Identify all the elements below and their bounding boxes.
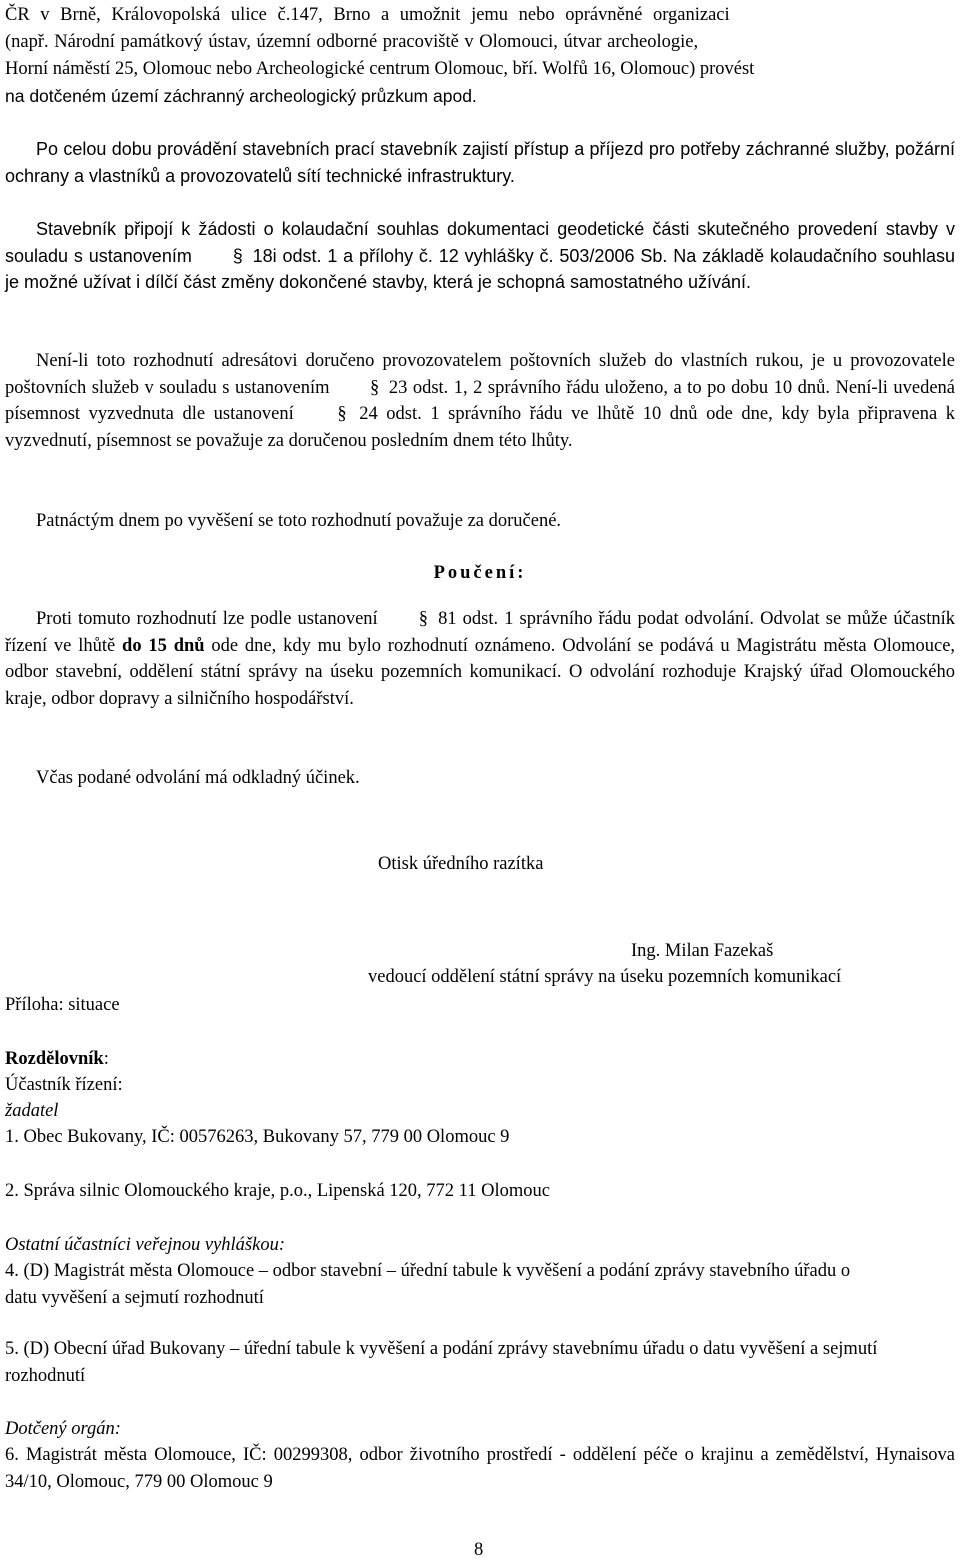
appeal-text-part-1: Proti tomuto rozhodnutí lze podle ustanovení (36, 609, 378, 629)
appeal-paragraph (5, 606, 955, 712)
authority-label (5, 1416, 121, 1443)
participants-label: Účastník řízení: (5, 1075, 123, 1095)
access-paragraph: Po celou dobu provádění stavebních prací stavebník zajistí přístup a příjezd pro potřeby záchranné služby, požární ochrany a vlastníků a provozovatelů sítí technické infrastruktury. (5, 139, 955, 186)
appeal-text-part-2: 81 odst. 1 správního řádu podat odvolání. Odvolat se může účastník řízení ve lhůtě (5, 609, 956, 656)
delivery-text-part-3: 24 odst. 1 správního řádu ve lhůtě 10 dnů ode dne, kdy byla připravena k vyzvednutí, písemnost se považuje za doručenou posledním dnem této lhůty. (5, 404, 956, 451)
authority-label-text: Dotčený orgán: (5, 1419, 121, 1439)
signatory-role: vedoucí oddělení státní správy na úseku pozemních komunikací (368, 967, 842, 987)
section-symbol: § (370, 377, 380, 398)
builder-documentation-paragraph (5, 216, 955, 296)
section-symbol: § (232, 245, 243, 266)
section-symbol: § (418, 609, 429, 629)
distribution-item-2: 2. Správa silnic Olomouckého kraje, p.o., Lipenská 120, 772 11 Olomouc (5, 1181, 550, 1201)
distribution-heading (5, 1046, 109, 1073)
appeal-text-part-3: ode dne, kdy mu bylo rozhodnutí oznámeno. Odvolání se podává u Magistrátu města Olomouce, odbor stavební, oddělení státní správy na úseku pozemních komunikací. O odvolání rozhoduje Krajský úřad Olomouckého kraje, odbor dopravy a silničního hospodářství. (5, 635, 956, 709)
signatory-name: Ing. Milan Fazekaš (631, 941, 774, 961)
top-paragraph-line-4: na dotčeném území záchranný archeologický průzkum apod. (5, 86, 477, 106)
instruction-heading: Poučení: (433, 563, 527, 583)
distribution-item-5: 5. (D) Obecní úřad Bukovany – úřední tabule k vyvěšení a podání zprávy stavebnímu úřadu o datu vyvěšení a sejmutí rozhodnutí (5, 1339, 878, 1386)
official-stamp-placeholder: Otisk úředního razítka (378, 854, 544, 874)
delivery-deemed-paragraph: Patnáctým dnem po vyvěšení se toto rozhodnutí považuje za doručené. (36, 511, 562, 531)
distribution-item-4: 4. (D) Magistrát města Olomouce – odbor stavební – úřední tabule k vyvěšení a podání zprávy stavebního úřadu o datu vyvěšení a sejmutí rozhodnutí (5, 1261, 851, 1308)
delivery-text-part-2: 23 odst. 1, 2 správního řádu uloženo, a to po dobu 10 dnů. Není-li uvedená písemnost vyzvednuta dle ustanovení (5, 377, 956, 424)
builder-text-part-2: 18i odst. 1 a přílohy č. 12 vyhlášky č. 503/2006 Sb. Na základě kolaudačního souhlasu je možné užívat i dílčí část změny dokončené stavby, která je schopná samostatného užívání. (5, 245, 955, 292)
builder-text-part-1: Stavebník připojí k žádosti o kolaudační souhlas dokumentaci geodetické části skutečného provedení stavby v souladu s ustanovením (5, 219, 955, 266)
applicant-label-text: žadatel (5, 1101, 59, 1121)
delivery-paragraph (5, 348, 955, 454)
attachment-label: Příloha: situace (5, 995, 120, 1015)
distribution-heading-text: Rozdělovník (5, 1049, 104, 1069)
applicant-label (5, 1098, 58, 1125)
top-paragraph-line-1: ČR v Brně, Královopolská ulice č.147, Brno a umožnit jemu nebo oprávněné organizaci (5, 5, 730, 25)
suspensive-effect-paragraph: Včas podané odvolání má odkladný účinek. (36, 768, 360, 788)
top-paragraph-line-3: Horní náměstí 25, Olomouc nebo Archeologické centrum Olomouc, bří. Wolfů 16, Olomouc) provést (5, 59, 755, 79)
distribution-item-6: 6. Magistrát města Olomouce, IČ: 00299308, odbor životního prostředí - oddělení péče o krajinu a zemědělství, Hynaisova 34/10, Olomouc, 779 00 Olomouc 9 (5, 1445, 955, 1492)
section-symbol: § (337, 404, 347, 424)
distribution-heading-colon: : (103, 1049, 109, 1069)
appeal-deadline: do 15 dnů (122, 635, 205, 656)
distribution-item-1: 1. Obec Bukovany, IČ: 00576263, Bukovany 57, 779 00 Olomouc 9 (5, 1127, 510, 1147)
page-number: 8 (474, 1540, 484, 1560)
public-notice-label (5, 1232, 285, 1259)
delivery-text-part-1: Není-li toto rozhodnutí adresátovi doručeno provozovatelem poštovních služeb do vlastních rukou, je u provozovatele poštovních služeb v souladu s ustanovením (5, 351, 955, 398)
public-notice-label-text: Ostatní účastníci veřejnou vyhláškou: (5, 1235, 286, 1255)
top-paragraph-line-2: (např. Národní památkový ústav, územní odborné pracoviště v Olomouci, útvar archeologie, (5, 32, 699, 52)
